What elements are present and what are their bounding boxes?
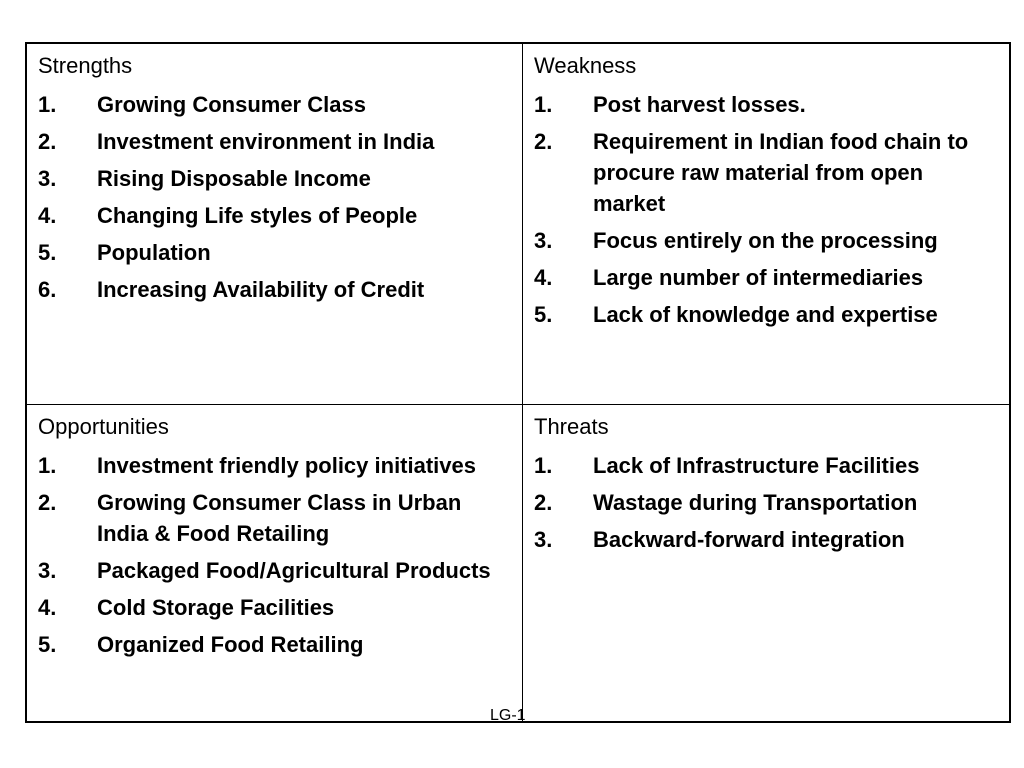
- list-item-number: 2.: [38, 490, 57, 515]
- threats-cell: [523, 405, 1011, 723]
- list-item: [38, 592, 512, 623]
- strengths-cell: [26, 43, 523, 405]
- list-item: [534, 299, 999, 330]
- list-item-text: Rising Disposable Income: [97, 166, 371, 191]
- swot-row-bottom: [26, 405, 1010, 723]
- opportunities-list: [38, 450, 512, 660]
- list-item-text: Large number of intermediaries: [593, 265, 924, 290]
- list-item-number: 5.: [38, 632, 57, 657]
- opportunities-cell: [26, 405, 523, 723]
- threats-content: [523, 405, 1009, 555]
- list-item-text: Cold Storage Facilities: [97, 595, 335, 620]
- list-item-text: Population: [97, 240, 211, 265]
- list-item: [38, 237, 512, 268]
- list-item-number: 1.: [38, 92, 57, 117]
- list-item: [534, 524, 999, 555]
- strengths-list: [38, 89, 512, 305]
- list-item-text: Organized Food Retailing: [97, 632, 364, 657]
- list-item: [534, 89, 999, 120]
- list-item-text: Focus entirely on the processing: [593, 228, 938, 253]
- list-item-text: Lack of Infrastructure Facilities: [593, 453, 920, 478]
- list-item-number: 1.: [534, 453, 553, 478]
- weakness-content: [523, 44, 1009, 330]
- list-item: [38, 555, 512, 586]
- list-item: [38, 126, 512, 157]
- list-item-number: 3.: [38, 558, 57, 583]
- list-item-text: Changing Life styles of People: [97, 203, 418, 228]
- list-item: [38, 450, 512, 481]
- list-item: [534, 262, 999, 293]
- list-item-text: Growing Consumer Class in Urban India & Food Retailing: [97, 490, 462, 546]
- list-item-number: 1.: [534, 92, 553, 117]
- list-item-number: 2.: [534, 490, 553, 515]
- list-item-text: Investment friendly policy initiatives: [97, 453, 476, 478]
- strengths-content: [27, 44, 522, 305]
- list-item-text: Wastage during Transportation: [593, 490, 918, 515]
- list-item: [534, 126, 999, 219]
- list-item-text: Lack of knowledge and expertise: [593, 302, 938, 327]
- list-item-text: Post harvest losses.: [593, 92, 806, 117]
- swot-row-top: [26, 43, 1010, 405]
- list-item: [534, 450, 999, 481]
- list-item-text: Requirement in Indian food chain to procure raw material from open market: [593, 129, 969, 216]
- weakness-heading: Weakness: [534, 53, 637, 78]
- opportunities-content: [27, 405, 522, 660]
- list-item: [38, 274, 512, 305]
- list-item-number: 6.: [38, 277, 57, 302]
- list-item: [38, 89, 512, 120]
- list-item-number: 4.: [38, 595, 57, 620]
- list-item-number: 5.: [534, 302, 553, 327]
- list-item-text: Growing Consumer Class: [97, 92, 366, 117]
- list-item: [38, 629, 512, 660]
- list-item-number: 2.: [38, 129, 57, 154]
- list-item: [38, 487, 512, 549]
- list-item-number: 1.: [38, 453, 57, 478]
- threats-heading: Threats: [534, 414, 609, 439]
- opportunities-heading: Opportunities: [38, 414, 169, 439]
- list-item-text: Backward-forward integration: [593, 527, 905, 552]
- list-item-number: 2.: [534, 129, 553, 154]
- threats-list: [534, 450, 999, 555]
- list-item: [534, 225, 999, 256]
- list-item: [38, 200, 512, 231]
- list-item: [534, 487, 999, 518]
- weakness-list: [534, 89, 999, 330]
- list-item-number: 5.: [38, 240, 57, 265]
- list-item: [38, 163, 512, 194]
- list-item-number: 4.: [534, 265, 553, 290]
- slide-footer-label: LG-1: [490, 707, 526, 724]
- list-item-text: Increasing Availability of Credit: [97, 277, 425, 302]
- swot-table: [25, 42, 1011, 723]
- list-item-number: 3.: [534, 228, 553, 253]
- list-item-number: 4.: [38, 203, 57, 228]
- list-item-text: Packaged Food/Agricultural Products: [97, 558, 491, 583]
- list-item-number: 3.: [534, 527, 553, 552]
- list-item-text: Investment environment in India: [97, 129, 435, 154]
- strengths-heading: Strengths: [38, 53, 133, 78]
- weakness-cell: [523, 43, 1011, 405]
- list-item-number: 3.: [38, 166, 57, 191]
